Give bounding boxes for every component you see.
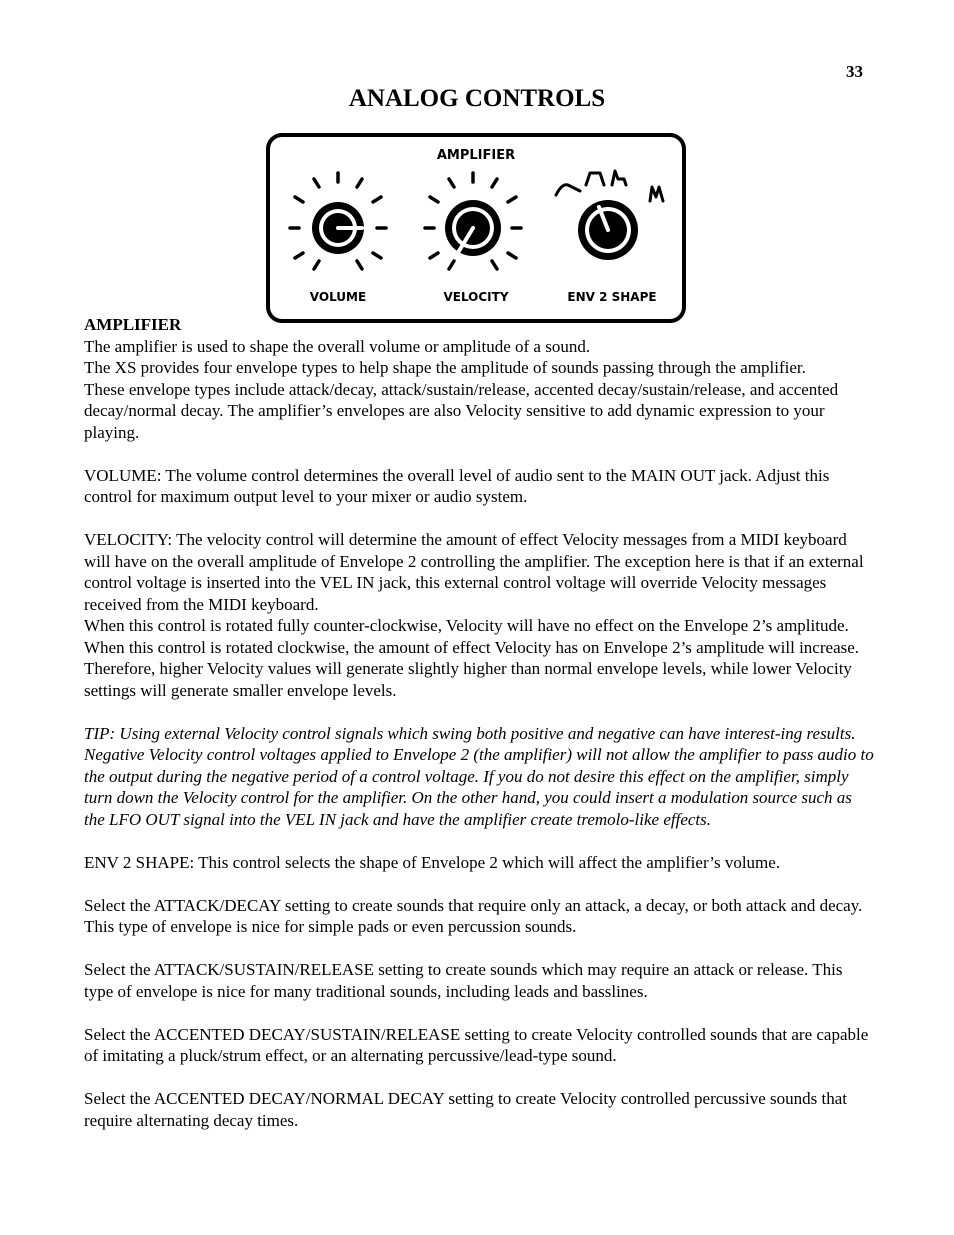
paragraph-envelope-types: The XS provides four envelope types to help shape the amplitude of sounds passing through the amplifier. (84, 358, 806, 377)
page-title: ANALOG CONTROLS (348, 85, 606, 112)
paragraph-attack-sustain-release: Select the ATTACK/SUSTAIN/RELEASE setting to create sounds which may require an attack or release. This type of envelope is nice for many traditional sounds, including leads and basslines. (84, 960, 843, 1001)
paragraph-accented-dsr: Select the ACCENTED DECAY/SUSTAIN/RELEASE setting to create Velocity controlled sounds that are capable of imitating a pluck/strum effect, or an alternating percussive/lead-type sound. (84, 1024, 869, 1065)
paragraph-envelope-list: These envelope types include attack/decay, attack/sustain/release, accented decay/sustain/release, and accented decay/normal decay. The amplifier’s envelopes are also Velocity sensitive to add dynamic expression to your playing. (84, 379, 839, 442)
velocity-label: VELOCITY (443, 290, 509, 304)
section-heading: AMPLIFIER (84, 315, 182, 334)
body-text (84, 314, 874, 1131)
paragraph-volume: VOLUME: The volume control determines the overall level of audio sent to the MAIN OUT jack. Adjust this control for maximum output level to your mixer or audio system. (84, 465, 830, 506)
paragraph-tip: TIP: Using external Velocity control signals which swing both positive and negative can have interest-ing results. Negative Velocity control voltages applied to Envelope 2 (the amplifier) will not allow the amplifier to pass audio to the output during the negative period of a control voltage. If you do not desire this effect on the amplifier, simply turn down the Velocity control for the amplifier. On the other hand, you could insert a modulation source such as the LFO OUT signal into the VEL IN jack and have the amplifier create tremolo-like effects. (84, 723, 874, 829)
paragraph-attack-decay: Select the ATTACK/DECAY setting to create sounds that require only an attack, a decay, or both attack and decay. This type of envelope is nice for simple pads or even percussion sounds. (84, 895, 863, 936)
paragraph-velocity: VELOCITY: The velocity control will determine the amount of effect Velocity messages from a MIDI keyboard will have on the overall amplitude of Envelope 2 controlling the amplifier. The exception here is that if an external control voltage is inserted into the VEL IN jack, this external control voltage will override Velocity messages received from the MIDI keyboard. (84, 530, 864, 614)
panel-heading: AMPLIFIER (436, 148, 516, 163)
volume-label: VOLUME (309, 290, 367, 304)
page-number: 33 (846, 62, 863, 81)
paragraph-velocity-rotation: When this control is rotated fully counter-clockwise, Velocity will have no effect on the Envelope 2’s amplitude. When this control is rotated clockwise, the amount of effect Velocity has on Envelope 2’s amplitude will increase. Therefore, higher Velocity values will generate slightly higher than normal envelope levels, while lower Velocity settings will generate smaller envelope levels. (84, 616, 860, 700)
env2-shape-label: ENV 2 SHAPE (567, 290, 657, 304)
amplifier-panel-illustration (266, 133, 686, 323)
paragraph-accented-decay-normal-decay: Select the ACCENTED DECAY/NORMAL DECAY setting to create Velocity controlled percussive sounds that require alternating decay times. (84, 1089, 848, 1130)
paragraph-amplifier-intro: The amplifier is used to shape the overall volume or amplitude of a sound. (84, 336, 591, 356)
paragraph-env2-shape: ENV 2 SHAPE: This control selects the shape of Envelope 2 which will affect the amplifier’s volume. (84, 852, 781, 872)
